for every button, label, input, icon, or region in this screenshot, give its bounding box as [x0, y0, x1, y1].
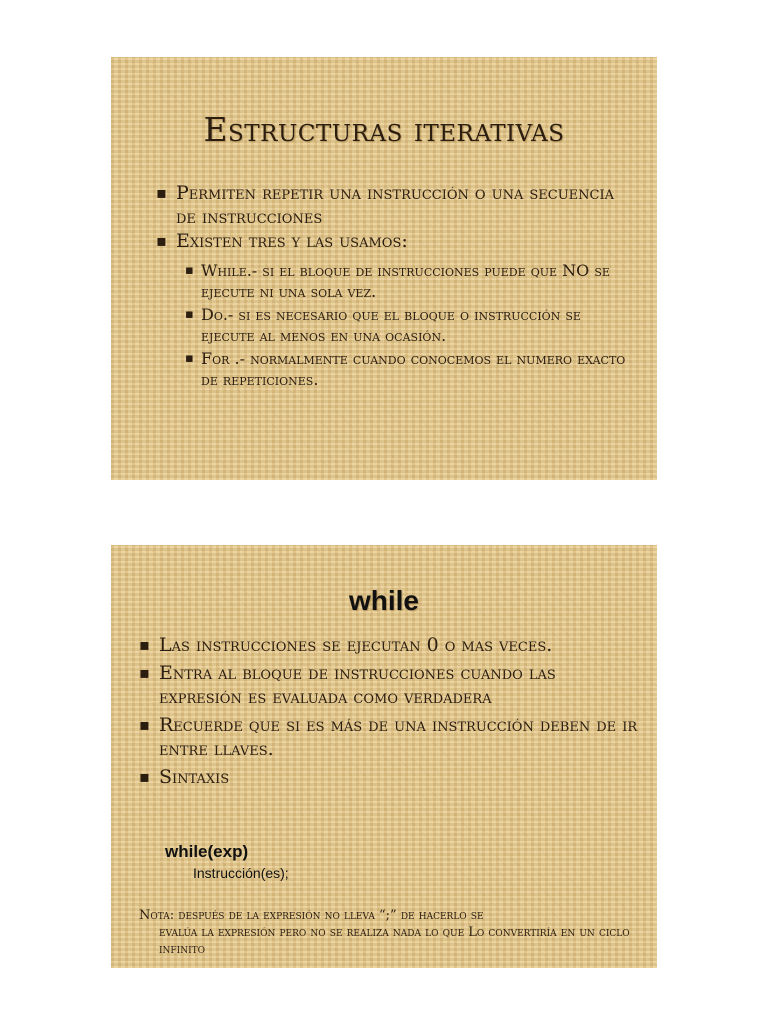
note-line: evalúa la expresión pero no se realiza nada lo que Lo convertiría en un ciclo infinito [159, 925, 630, 957]
sub-bullet-item: ▪ Do.- si es necesario que el bloque o instrucción se ejecute al menos en una ocasión. [201, 304, 631, 346]
code-syntax-body: Instrucción(es); [193, 865, 289, 881]
bullet-item: ▪ Las instrucciones se ejecutan 0 o mas veces. [159, 633, 639, 657]
sub-bullet-list [201, 260, 631, 392]
note-line: Nota: después de la expresión no lleva “;” de hacerlo se [139, 908, 484, 923]
slide-while [111, 545, 657, 968]
sub-bullet-item: ▪ While.- si el bloque de instrucciones puede que NO se ejecute ni una sola vez. [201, 260, 631, 302]
bullet-list [159, 633, 639, 793]
bullet-list [176, 181, 636, 253]
code-syntax-line: while(exp) [165, 842, 249, 861]
bullet-item: ▪ Existen tres y las usamos: [176, 229, 636, 253]
slide-title: Estructuras iterativas [203, 110, 565, 149]
bullet-item: ▪ Permiten repetir una instrucción o una secuencia de instrucciones [176, 181, 636, 229]
note-text [139, 907, 639, 958]
slide-title: while [348, 585, 419, 616]
sub-bullet-item: ▪ For .- normalmente cuando conocemos el numero exacto de repeticiones. [201, 348, 631, 390]
bullet-item: ▪ Recuerde que si es más de una instrucción deben de ir entre llaves. [159, 713, 639, 761]
bullet-item: ▪ Sintaxis [159, 765, 639, 789]
bullet-item: ▪ Entra al bloque de instrucciones cuando las expresión es evaluada como verdadera [159, 661, 639, 709]
slide-estructuras-iterativas [111, 57, 657, 480]
